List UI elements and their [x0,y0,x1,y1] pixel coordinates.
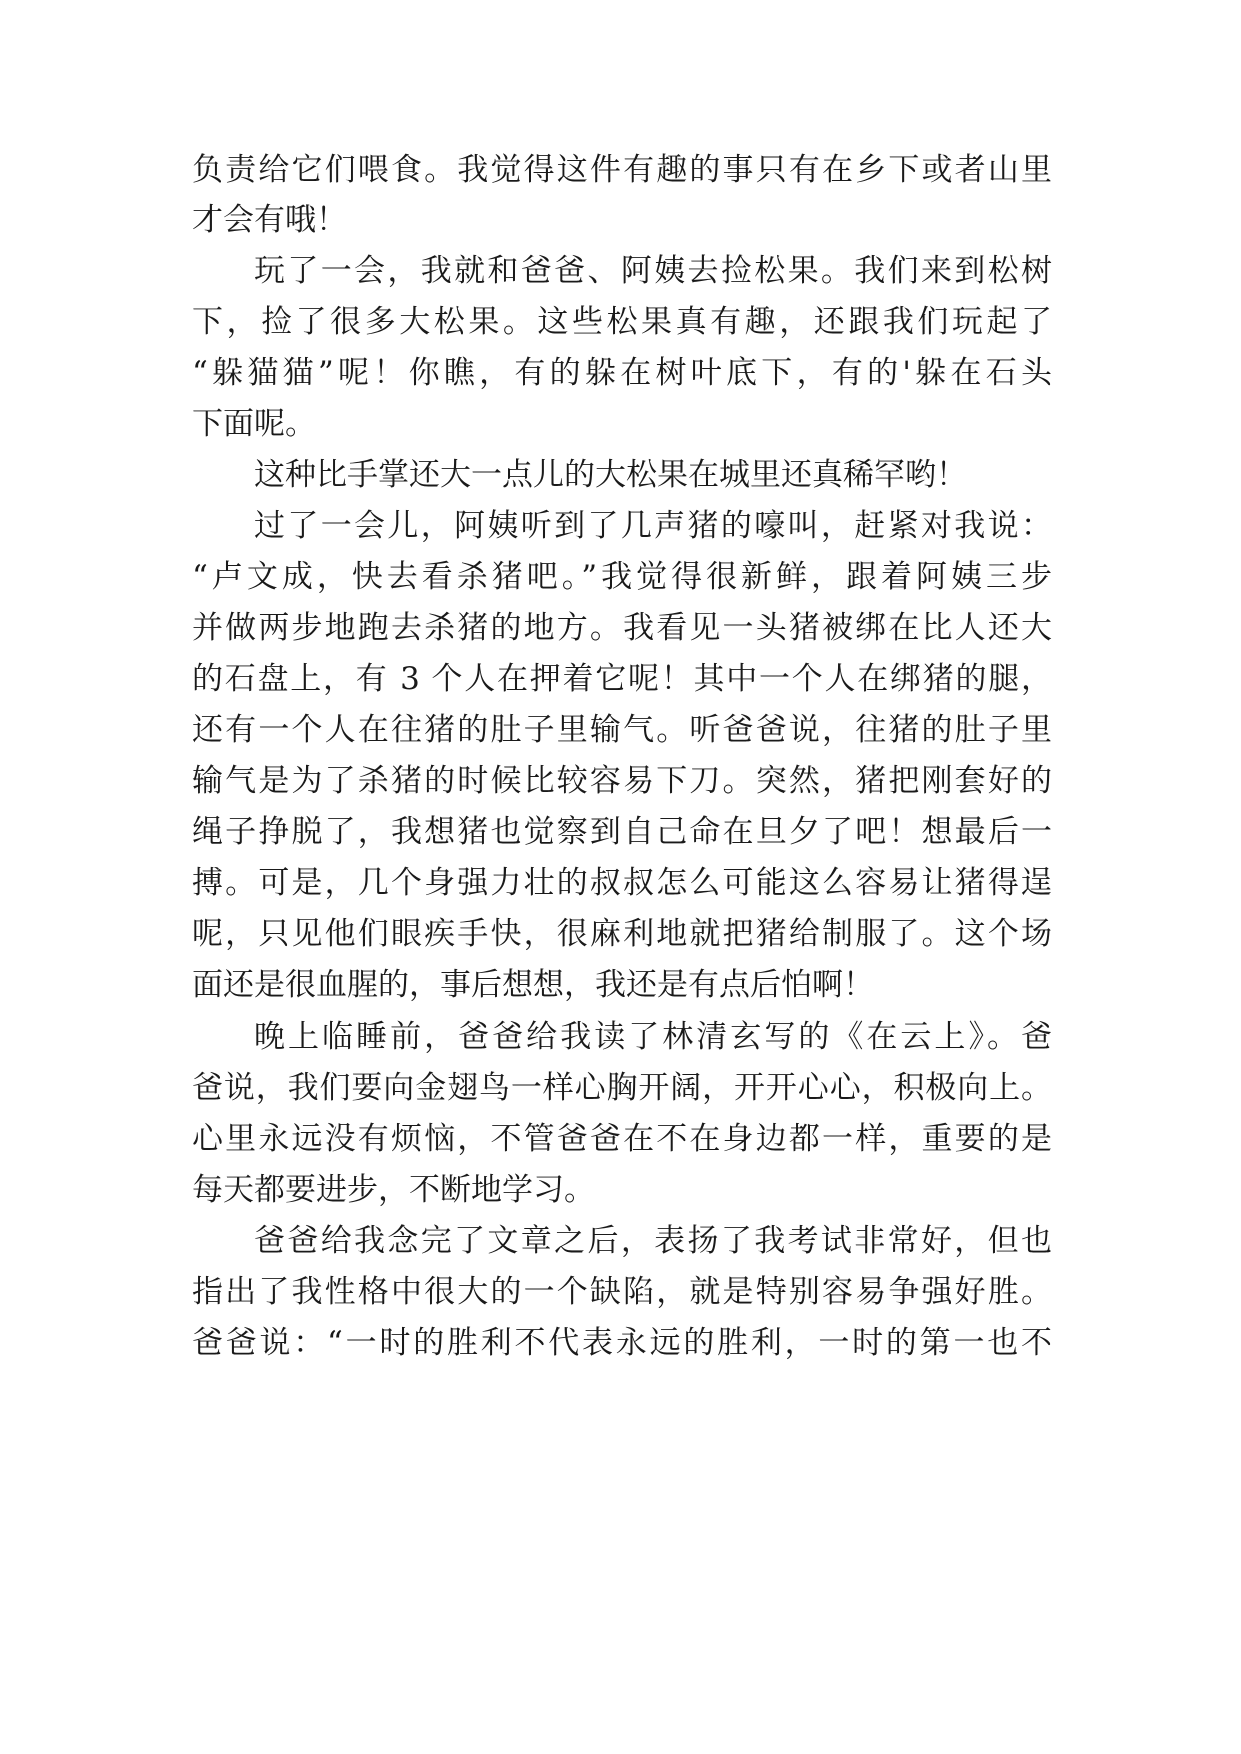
text-line-20: 心里永远没有烦恼，不管爸爸在不在身边都一样，重要的是 [192,1121,1052,1157]
text-line-21: 每天都要进步，不断地学习。 [192,1172,595,1208]
text-line-4: 下，捡了很多大松果。这些松果真有趣，还跟我们玩起了 [192,304,1052,340]
text-line-10: 并做两步地跑去杀猪的地方。我看见一头猪被绑在比人还大 [192,610,1052,646]
text-line-8: 过了一会儿，阿姨听到了几声猪的嚎叫，赶紧对我说： [254,508,1052,544]
text-line-9: “卢文成，快去看杀猪吧。”我觉得很新鲜，跟着阿姨三步 [192,559,1052,595]
text-line-19: 爸说，我们要向金翅鸟一样心胸开阔，开开心心，积极向上。 [192,1070,1052,1106]
text-line-23: 指出了我性格中很大的一个缺陷，就是特别容易争强好胜。 [192,1274,1052,1310]
text-line-24: 爸爸说：“一时的胜利不代表永远的胜利，一时的第一也不 [192,1325,1052,1361]
text-line-22: 爸爸给我念完了文章之后，表扬了我考试非常好，但也 [254,1223,1052,1259]
text-line-6: 下面呢。 [192,406,316,442]
text-line-18: 晚上临睡前，爸爸给我读了林清玄写的《在云上》。爸 [254,1019,1052,1055]
text-line-7: 这种比手掌还大一点儿的大松果在城里还真稀罕哟！ [254,457,967,493]
text-line-11: 的石盘上，有 3 个人在押着它呢！其中一个人在绑猪的腿， [192,661,1052,697]
text-line-3: 玩了一会，我就和爸爸、阿姨去捡松果。我们来到松树 [254,253,1052,289]
text-line-5: “躲猫猫”呢！你瞧，有的躲在树叶底下，有的'躲在石头 [192,355,1052,391]
text-line-14: 绳子挣脱了，我想猪也觉察到自己命在旦夕了吧！想最后一 [192,814,1052,850]
text-line-13: 输气是为了杀猪的时候比较容易下刀。突然，猪把刚套好的 [192,763,1052,799]
text-line-12: 还有一个人在往猪的肚子里输气。听爸爸说，往猪的肚子里 [192,712,1052,748]
text-line-15: 搏。可是，几个身强力壮的叔叔怎么可能这么容易让猪得逞 [192,865,1052,901]
text-line-2: 才会有哦！ [192,202,347,238]
text-line-1: 负责给它们喂食。我觉得这件有趣的事只有在乡下或者山里 [192,152,1052,188]
text-line-16: 呢，只见他们眼疾手快，很麻利地就把猪给制服了。这个场 [192,916,1052,952]
text-line-17: 面还是很血腥的，事后想想，我还是有点后怕啊！ [192,967,874,1003]
